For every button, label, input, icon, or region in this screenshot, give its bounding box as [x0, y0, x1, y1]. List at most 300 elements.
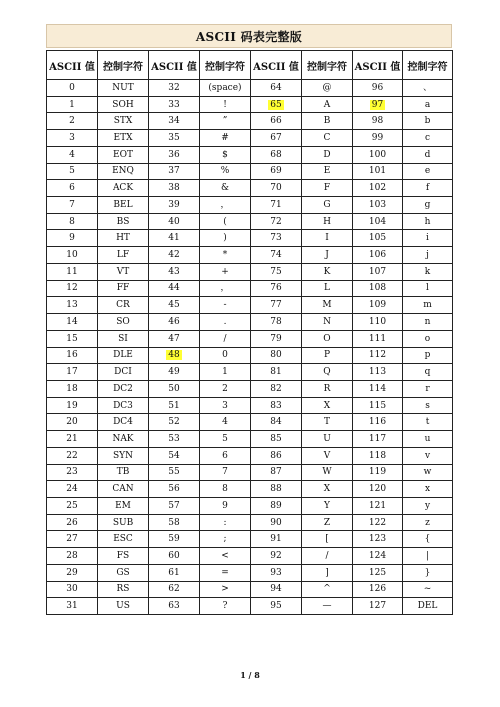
character-cell: NAK — [98, 431, 149, 448]
character-cell: ENQ — [98, 163, 149, 180]
character-cell: w — [403, 464, 453, 481]
ascii-value-cell: 99 — [353, 130, 403, 147]
page-number: 1 / 8 — [240, 670, 260, 680]
character-cell: & — [200, 180, 251, 197]
ascii-value-cell: 47 — [149, 330, 200, 347]
table-row — [47, 180, 453, 197]
ascii-value-cell: 75 — [251, 263, 302, 280]
character-cell: T — [302, 414, 353, 431]
character-cell: DEL — [403, 598, 453, 615]
ascii-value-cell — [353, 96, 403, 113]
character-cell: C — [302, 130, 353, 147]
table-row — [47, 280, 453, 297]
character-cell: c — [403, 130, 453, 147]
ascii-value-cell: 124 — [353, 548, 403, 565]
character-cell: l — [403, 280, 453, 297]
character-cell: W — [302, 464, 353, 481]
ascii-value-cell: 78 — [251, 314, 302, 331]
character-cell: BEL — [98, 197, 149, 214]
character-cell: < — [200, 548, 251, 565]
character-cell: DC2 — [98, 380, 149, 397]
ascii-value-cell: 92 — [251, 548, 302, 565]
character-cell: DC3 — [98, 397, 149, 414]
table-row — [47, 497, 453, 514]
ascii-value-cell: 63 — [149, 598, 200, 615]
character-cell: N — [302, 314, 353, 331]
character-cell: SI — [98, 330, 149, 347]
character-cell: 8 — [200, 481, 251, 498]
ascii-value-cell: 83 — [251, 397, 302, 414]
character-cell: u — [403, 431, 453, 448]
ascii-value-cell: 16 — [47, 347, 98, 364]
ascii-value-cell: 122 — [353, 514, 403, 531]
ascii-value-cell: 42 — [149, 247, 200, 264]
ascii-value-cell: 85 — [251, 431, 302, 448]
ascii-value-cell: 113 — [353, 364, 403, 381]
ascii-value-cell: 5 — [47, 163, 98, 180]
character-cell: v — [403, 447, 453, 464]
ascii-value-cell: 37 — [149, 163, 200, 180]
character-cell: g — [403, 197, 453, 214]
table-row — [47, 230, 453, 247]
character-cell: = — [200, 564, 251, 581]
character-cell: ; — [200, 531, 251, 548]
character-cell: # — [200, 130, 251, 147]
character-cell: h — [403, 213, 453, 230]
ascii-value-cell: 31 — [47, 598, 98, 615]
character-cell: 5 — [200, 431, 251, 448]
ascii-value-cell: 12 — [47, 280, 98, 297]
character-cell: 6 — [200, 447, 251, 464]
ascii-value-cell: 76 — [251, 280, 302, 297]
character-cell: K — [302, 263, 353, 280]
ascii-value-cell: 107 — [353, 263, 403, 280]
ascii-value-cell: 20 — [47, 414, 98, 431]
character-cell: 9 — [200, 497, 251, 514]
ascii-value-cell: 66 — [251, 113, 302, 130]
ascii-value-cell: 70 — [251, 180, 302, 197]
ascii-value-cell: 9 — [47, 230, 98, 247]
ascii-value-cell: 52 — [149, 414, 200, 431]
ascii-value-cell: 46 — [149, 314, 200, 331]
character-cell: ACK — [98, 180, 149, 197]
character-cell: FF — [98, 280, 149, 297]
ascii-value-cell: 121 — [353, 497, 403, 514]
ascii-table — [46, 50, 453, 615]
table-row — [47, 564, 453, 581]
character-cell: / — [302, 548, 353, 565]
ascii-value-cell: 4 — [47, 146, 98, 163]
character-cell: x — [403, 481, 453, 498]
ascii-value-cell: 96 — [353, 80, 403, 97]
ascii-value-cell: 77 — [251, 297, 302, 314]
table-row — [47, 581, 453, 598]
character-cell: EOT — [98, 146, 149, 163]
column-header: ASCII 值 — [149, 51, 200, 80]
character-cell: $ — [200, 146, 251, 163]
ascii-value-cell: 60 — [149, 548, 200, 565]
ascii-value-cell: 100 — [353, 146, 403, 163]
character-cell: B — [302, 113, 353, 130]
character-cell: U — [302, 431, 353, 448]
character-cell: y — [403, 497, 453, 514]
ascii-value-cell: 116 — [353, 414, 403, 431]
ascii-value-cell: 17 — [47, 364, 98, 381]
ascii-table-body — [47, 80, 453, 615]
character-cell: } — [403, 564, 453, 581]
character-cell: r — [403, 380, 453, 397]
ascii-value-cell: 14 — [47, 314, 98, 331]
ascii-value-cell: 106 — [353, 247, 403, 264]
page-title: ASCII 码表完整版 — [195, 29, 303, 44]
character-cell: 7 — [200, 464, 251, 481]
character-cell: DCI — [98, 364, 149, 381]
character-cell: d — [403, 146, 453, 163]
table-row — [47, 197, 453, 214]
ascii-value-cell: 104 — [353, 213, 403, 230]
character-cell: + — [200, 263, 251, 280]
character-cell: FS — [98, 548, 149, 565]
highlighted-value: 97 — [371, 99, 384, 110]
table-row — [47, 447, 453, 464]
ascii-value-cell: 84 — [251, 414, 302, 431]
character-cell: STX — [98, 113, 149, 130]
ascii-value-cell: 58 — [149, 514, 200, 531]
character-cell: SOH — [98, 96, 149, 113]
character-cell: j — [403, 247, 453, 264]
character-cell: SUB — [98, 514, 149, 531]
ascii-value-cell: 44 — [149, 280, 200, 297]
table-row — [47, 130, 453, 147]
ascii-value-cell: 33 — [149, 96, 200, 113]
column-header: 控制字符 — [98, 51, 149, 80]
character-cell: M — [302, 297, 353, 314]
table-row — [47, 297, 453, 314]
character-cell: BS — [98, 213, 149, 230]
table-row — [47, 213, 453, 230]
character-cell: DC4 — [98, 414, 149, 431]
highlighted-value: 65 — [270, 99, 282, 110]
character-cell: Z — [302, 514, 353, 531]
table-row — [47, 464, 453, 481]
character-cell: VT — [98, 263, 149, 280]
character-cell: E — [302, 163, 353, 180]
ascii-value-cell: 8 — [47, 213, 98, 230]
character-cell: CR — [98, 297, 149, 314]
ascii-value-cell: 125 — [353, 564, 403, 581]
character-cell: ] — [302, 564, 353, 581]
ascii-value-cell: 15 — [47, 330, 98, 347]
ascii-value-cell: 72 — [251, 213, 302, 230]
character-cell: (space) — [200, 80, 251, 97]
character-cell: ” — [200, 113, 251, 130]
character-cell: 2 — [200, 380, 251, 397]
ascii-value-cell: 105 — [353, 230, 403, 247]
table-row — [47, 96, 453, 113]
ascii-value-cell: 102 — [353, 180, 403, 197]
ascii-value-cell: 89 — [251, 497, 302, 514]
ascii-value-cell: 71 — [251, 197, 302, 214]
character-cell: SYN — [98, 447, 149, 464]
character-cell: L — [302, 280, 353, 297]
ascii-value-cell: 59 — [149, 531, 200, 548]
table-row — [47, 314, 453, 331]
character-cell: 3 — [200, 397, 251, 414]
ascii-value-cell: 114 — [353, 380, 403, 397]
character-cell: * — [200, 247, 251, 264]
table-row — [47, 431, 453, 448]
character-cell: - — [200, 297, 251, 314]
table-row — [47, 548, 453, 565]
ascii-value-cell: 98 — [353, 113, 403, 130]
character-cell: 0 — [200, 347, 251, 364]
table-row — [47, 263, 453, 280]
ascii-value-cell: 127 — [353, 598, 403, 615]
character-cell: CAN — [98, 481, 149, 498]
character-cell: z — [403, 514, 453, 531]
character-cell: X — [302, 397, 353, 414]
column-header: 控制字符 — [200, 51, 251, 80]
ascii-value-cell: 61 — [149, 564, 200, 581]
character-cell: % — [200, 163, 251, 180]
ascii-value-cell: 45 — [149, 297, 200, 314]
ascii-value-cell: 22 — [47, 447, 98, 464]
character-cell: b — [403, 113, 453, 130]
ascii-value-cell: 19 — [47, 397, 98, 414]
character-cell: > — [200, 581, 251, 598]
table-row — [47, 146, 453, 163]
ascii-value-cell: 6 — [47, 180, 98, 197]
column-header: ASCII 值 — [47, 51, 98, 80]
column-header: ASCII 值 — [251, 51, 302, 80]
character-cell: i — [403, 230, 453, 247]
character-cell: : — [200, 514, 251, 531]
table-row — [47, 598, 453, 615]
ascii-value-cell: 50 — [149, 380, 200, 397]
ascii-value-cell: 10 — [47, 247, 98, 264]
title-banner — [46, 24, 452, 48]
character-cell: ETX — [98, 130, 149, 147]
ascii-value-cell: 126 — [353, 581, 403, 598]
ascii-value-cell: 55 — [149, 464, 200, 481]
table-row — [47, 514, 453, 531]
column-header: 控制字符 — [302, 51, 353, 80]
character-cell: A — [302, 96, 353, 113]
ascii-value-cell: 24 — [47, 481, 98, 498]
ascii-value-cell: 21 — [47, 431, 98, 448]
character-cell: / — [200, 330, 251, 347]
character-cell: ， — [200, 280, 251, 297]
table-row — [47, 163, 453, 180]
ascii-value-cell: 27 — [47, 531, 98, 548]
character-cell: SO — [98, 314, 149, 331]
ascii-value-cell: 79 — [251, 330, 302, 347]
ascii-value-cell: 53 — [149, 431, 200, 448]
ascii-value-cell: 93 — [251, 564, 302, 581]
ascii-value-cell: 39 — [149, 197, 200, 214]
character-cell: 1 — [200, 364, 251, 381]
ascii-value-cell: 109 — [353, 297, 403, 314]
character-cell: EM — [98, 497, 149, 514]
character-cell: DLE — [98, 347, 149, 364]
character-cell: Y — [302, 497, 353, 514]
character-cell: ESC — [98, 531, 149, 548]
character-cell: ( — [200, 213, 251, 230]
ascii-value-cell: 88 — [251, 481, 302, 498]
character-cell: s — [403, 397, 453, 414]
ascii-value-cell: 108 — [353, 280, 403, 297]
table-row — [47, 80, 453, 97]
ascii-value-cell: 90 — [251, 514, 302, 531]
ascii-value-cell: 82 — [251, 380, 302, 397]
ascii-value-cell: 43 — [149, 263, 200, 280]
ascii-value-cell: 2 — [47, 113, 98, 130]
character-cell: . — [200, 314, 251, 331]
ascii-value-cell: 57 — [149, 497, 200, 514]
character-cell: { — [403, 531, 453, 548]
ascii-value-cell: 56 — [149, 481, 200, 498]
ascii-value-cell: 7 — [47, 197, 98, 214]
character-cell: HT — [98, 230, 149, 247]
ascii-value-cell: 112 — [353, 347, 403, 364]
ascii-value-cell: 49 — [149, 364, 200, 381]
ascii-value-cell: 30 — [47, 581, 98, 598]
ascii-value-cell: 29 — [47, 564, 98, 581]
ascii-value-cell: 0 — [47, 80, 98, 97]
character-cell: n — [403, 314, 453, 331]
character-cell: X — [302, 481, 353, 498]
character-cell: q — [403, 364, 453, 381]
character-cell: R — [302, 380, 353, 397]
character-cell: D — [302, 146, 353, 163]
table-row — [47, 481, 453, 498]
column-header: ASCII 值 — [353, 51, 403, 80]
ascii-value-cell: 110 — [353, 314, 403, 331]
character-cell: @ — [302, 80, 353, 97]
character-cell: t — [403, 414, 453, 431]
character-cell: f — [403, 180, 453, 197]
character-cell: k — [403, 263, 453, 280]
character-cell: H — [302, 213, 353, 230]
character-cell: F — [302, 180, 353, 197]
ascii-value-cell: 95 — [251, 598, 302, 615]
character-cell: US — [98, 598, 149, 615]
ascii-value-cell: 87 — [251, 464, 302, 481]
ascii-value-cell: 25 — [47, 497, 98, 514]
ascii-value-cell: 18 — [47, 380, 98, 397]
ascii-value-cell: 74 — [251, 247, 302, 264]
character-cell: J — [302, 247, 353, 264]
ascii-value-cell: 35 — [149, 130, 200, 147]
character-cell: TB — [98, 464, 149, 481]
highlighted-value: 48 — [168, 350, 180, 361]
ascii-value-cell: 28 — [47, 548, 98, 565]
ascii-value-cell: 38 — [149, 180, 200, 197]
ascii-value-cell: 40 — [149, 213, 200, 230]
ascii-value-cell: 67 — [251, 130, 302, 147]
character-cell: ? — [200, 598, 251, 615]
table-row — [47, 397, 453, 414]
ascii-value-cell: 26 — [47, 514, 98, 531]
ascii-value-cell: 120 — [353, 481, 403, 498]
character-cell: O — [302, 330, 353, 347]
character-cell: — — [302, 598, 353, 615]
column-header: 控制字符 — [403, 51, 453, 80]
ascii-value-cell: 80 — [251, 347, 302, 364]
character-cell: V — [302, 447, 353, 464]
ascii-value-cell: 32 — [149, 80, 200, 97]
character-cell: o — [403, 330, 453, 347]
ascii-value-cell: 123 — [353, 531, 403, 548]
table-row — [47, 330, 453, 347]
character-cell: m — [403, 297, 453, 314]
ascii-value-cell: 23 — [47, 464, 98, 481]
ascii-value-cell: 117 — [353, 431, 403, 448]
ascii-value-cell: 36 — [149, 146, 200, 163]
ascii-value-cell: 41 — [149, 230, 200, 247]
ascii-value-cell: 103 — [353, 197, 403, 214]
ascii-value-cell: 54 — [149, 447, 200, 464]
character-cell: 、 — [403, 80, 453, 97]
character-cell: NUT — [98, 80, 149, 97]
table-row — [47, 347, 453, 364]
table-row — [47, 247, 453, 264]
character-cell: ， — [200, 197, 251, 214]
ascii-value-cell: 115 — [353, 397, 403, 414]
ascii-value-cell: 51 — [149, 397, 200, 414]
ascii-value-cell: 94 — [251, 581, 302, 598]
character-cell: Q — [302, 364, 353, 381]
ascii-value-cell: 73 — [251, 230, 302, 247]
ascii-value-cell: 13 — [47, 297, 98, 314]
ascii-value-cell: 81 — [251, 364, 302, 381]
character-cell: ~ — [403, 581, 453, 598]
ascii-value-cell: 101 — [353, 163, 403, 180]
ascii-value-cell: 69 — [251, 163, 302, 180]
character-cell: [ — [302, 531, 353, 548]
character-cell: ^ — [302, 581, 353, 598]
character-cell: I — [302, 230, 353, 247]
character-cell: p — [403, 347, 453, 364]
table-row — [47, 113, 453, 130]
character-cell: LF — [98, 247, 149, 264]
ascii-value-cell: 68 — [251, 146, 302, 163]
table-row — [47, 414, 453, 431]
character-cell: 4 — [200, 414, 251, 431]
character-cell: P — [302, 347, 353, 364]
ascii-value-cell: 34 — [149, 113, 200, 130]
character-cell: RS — [98, 581, 149, 598]
table-row — [47, 531, 453, 548]
ascii-value-cell: 91 — [251, 531, 302, 548]
character-cell: e — [403, 163, 453, 180]
ascii-value-cell: 64 — [251, 80, 302, 97]
ascii-value-cell — [251, 96, 302, 113]
ascii-value-cell: 11 — [47, 263, 98, 280]
ascii-value-cell: 111 — [353, 330, 403, 347]
ascii-value-cell — [149, 347, 200, 364]
ascii-value-cell: 86 — [251, 447, 302, 464]
ascii-value-cell: 119 — [353, 464, 403, 481]
ascii-value-cell: 118 — [353, 447, 403, 464]
character-cell: | — [403, 548, 453, 565]
character-cell: ! — [200, 96, 251, 113]
character-cell: ) — [200, 230, 251, 247]
character-cell: a — [403, 96, 453, 113]
table-row — [47, 364, 453, 381]
character-cell: G — [302, 197, 353, 214]
table-header-row — [47, 51, 453, 80]
